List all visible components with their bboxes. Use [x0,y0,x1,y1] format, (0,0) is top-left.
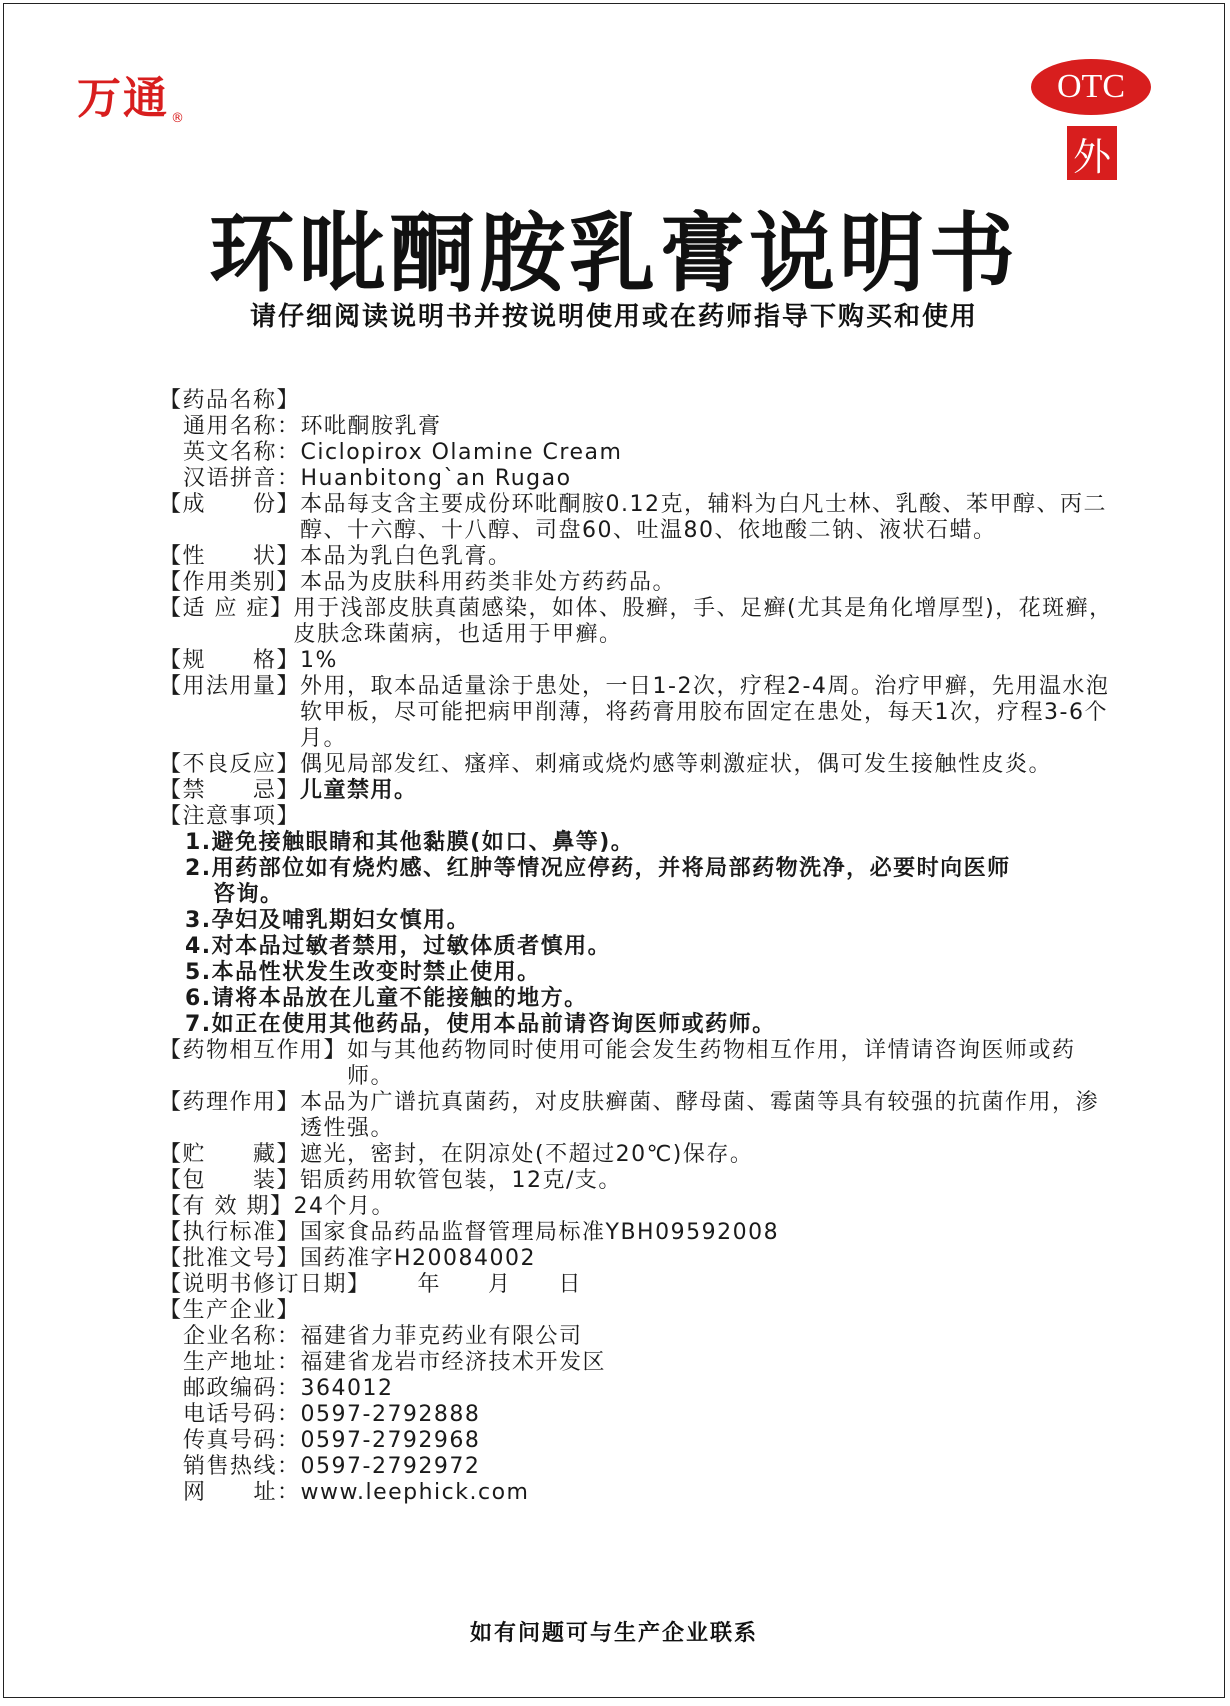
interactions-label: 【药物相互作用】 [159,1038,348,1063]
footer-note: 如有问题可与生产企业联系 [469,1621,758,1646]
adverse-value: 偶见局部发红、瘙痒、刺痛或烧灼感等刺激症状，偶可发生接触性皮炎。 [300,752,1053,777]
english-name-label: 英文名称： [183,440,301,465]
english-name-row [159,440,1119,466]
external-use-badge: 外 [1067,126,1117,180]
adverse-label: 【不良反应】 [159,752,301,777]
contraindications-row [159,778,1119,804]
document-subtitle: 请仔细阅读说明书并按说明使用或在药师指导下购买和使用 [249,302,978,332]
indications-row [159,596,1119,648]
appearance-label: 【性 状】 [159,544,301,569]
manufacturer-label: 【生产企业】 [159,1298,301,1323]
address-label: 生产地址： [183,1350,301,1375]
spec-label: 【规 格】 [159,648,301,673]
website-link[interactable]: www.leephick.com [300,1480,530,1505]
revision-value: 年 月 日 [370,1272,583,1297]
postcode-value: 364012 [300,1376,394,1401]
otc-badge: OTC [1031,59,1151,115]
precaution-item: 4.对本品过敏者禁用，过敏体质者慎用。 [185,934,612,959]
appearance-row [159,544,1119,570]
fax-value: 0597-2792968 [300,1428,481,1453]
registered-mark: ® [171,111,184,126]
website-label: 网 址： [183,1480,301,1505]
phone-value: 0597-2792888 [300,1402,481,1427]
revision-label: 【说明书修订日期】 [159,1272,371,1297]
company-label: 企业名称： [183,1324,301,1349]
category-label: 【作用类别】 [159,570,301,595]
generic-name-row [159,414,1119,440]
ingredients-value: 本品每支含主要成份环吡酮胺0.12克，辅料为白凡士林、乳酸、苯甲醇、丙二醇、十六醇、十八醇、司盘60、吐温80、依地酸二钠、液状石蜡。 [300,492,1108,543]
hotline-label: 销售热线： [183,1454,301,1479]
postcode-label: 邮政编码： [183,1376,301,1401]
leaflet-content [159,388,1119,1506]
approval-value: 国药准字H20084002 [300,1246,537,1271]
standard-row [159,1220,1119,1246]
fax-label: 传真号码： [183,1428,301,1453]
hotline-row [159,1454,1119,1480]
generic-name-label: 通用名称： [183,414,301,439]
precaution-item [159,856,1119,908]
dosage-label: 【用法用量】 [159,674,301,699]
dosage-row [159,674,1119,752]
standard-label: 【执行标准】 [159,1220,301,1245]
indications-label: 【适 应 症】 [159,596,294,621]
generic-name-value: 环吡酮胺乳膏 [300,414,442,439]
approval-row [159,1246,1119,1272]
company-value: 福建省力菲克药业有限公司 [300,1324,583,1349]
pharmacology-label: 【药理作用】 [159,1090,301,1115]
appearance-value: 本品为乳白色乳膏。 [300,544,512,569]
pinyin-row [159,466,1119,492]
brand-logo [77,62,184,126]
section-drug-name-label: 【药品名称】 [159,388,301,413]
document-title: 环吡酮胺乳膏说明书 [209,203,1019,304]
phone-row [159,1402,1119,1428]
address-row [159,1350,1119,1376]
ingredients-row [159,492,1119,544]
fax-row [159,1428,1119,1454]
dosage-value: 外用，取本品适量涂于患处，一日1-2次，疗程2-4周。治疗甲癣，先用温水泡软甲板，尽可能把病甲削薄，将药膏用胶布固定在患处，每天1次，疗程3-6个月。 [300,674,1110,751]
category-row [159,570,1119,596]
precaution-item: 5.本品性状发生改变时禁止使用。 [185,960,541,985]
validity-row [159,1194,1119,1220]
english-name-value: Ciclopirox Olamine Cream [300,440,623,465]
ingredients-label: 【成 份】 [159,492,301,517]
hotline-value: 0597-2792972 [300,1454,481,1479]
precaution-item: 7.如正在使用其他药品，使用本品前请咨询医师或药师。 [185,1012,776,1037]
standard-value: 国家食品药品监督管理局标准YBH09592008 [300,1220,780,1245]
contraindications-value: 儿童禁用。 [300,778,418,803]
spec-row [159,648,1119,674]
validity-label: 【有 效 期】 [159,1194,294,1219]
pinyin-label: 汉语拼音： [183,466,301,491]
package-value: 铝质药用软管包装，12克/支。 [300,1168,622,1193]
adverse-row [159,752,1119,778]
storage-row [159,1142,1119,1168]
address-value: 福建省龙岩市经济技术开发区 [300,1350,607,1375]
leaflet-page [3,3,1225,1698]
storage-value: 遮光，密封，在阴凉处(不超过20℃)保存。 [300,1142,754,1167]
category-value: 本品为皮肤科用药类非处方药药品。 [300,570,677,595]
revision-row [159,1272,1119,1298]
approval-label: 【批准文号】 [159,1246,301,1271]
storage-label: 【贮 藏】 [159,1142,301,1167]
pinyin-value: Huanbitong`an Rugao [300,466,572,491]
precautions-label: 【注意事项】 [159,804,301,829]
pharmacology-row [159,1090,1119,1142]
precaution-item-continuation: 咨询。 [213,882,284,907]
indications-value: 用于浅部皮肤真菌感染，如体、股癣，手、足癣(尤其是角化增厚型)，花斑癣，皮肤念珠菌病，也适用于甲癣。 [293,596,1113,647]
package-row [159,1168,1119,1194]
company-row [159,1324,1119,1350]
spec-value: 1% [300,648,338,673]
validity-value: 24个月。 [293,1194,395,1219]
interactions-row [159,1038,1119,1090]
precaution-item: 6.请将本品放在儿童不能接触的地方。 [185,986,588,1011]
precaution-item: 1.避免接触眼睛和其他黏膜(如口、鼻等)。 [185,830,635,855]
postcode-row [159,1376,1119,1402]
contraindications-label: 【禁 忌】 [159,778,301,803]
phone-label: 电话号码： [183,1402,301,1427]
precaution-item: 3.孕妇及哺乳期妇女慎用。 [185,908,471,933]
package-label: 【包 装】 [159,1168,301,1193]
interactions-value: 如与其他药物同时使用可能会发生药物相互作用，详情请咨询医师或药师。 [347,1038,1076,1089]
brand-name: 万通 [77,73,169,124]
website-row [159,1480,1119,1506]
pharmacology-value: 本品为广谱抗真菌药，对皮肤癣菌、酵母菌、霉菌等具有较强的抗菌作用，渗透性强。 [300,1090,1100,1141]
precaution-item-text: 2.用药部位如有烧灼感、红肿等情况应停药，并将局部药物洗净，必要时向医师 [185,856,1011,881]
